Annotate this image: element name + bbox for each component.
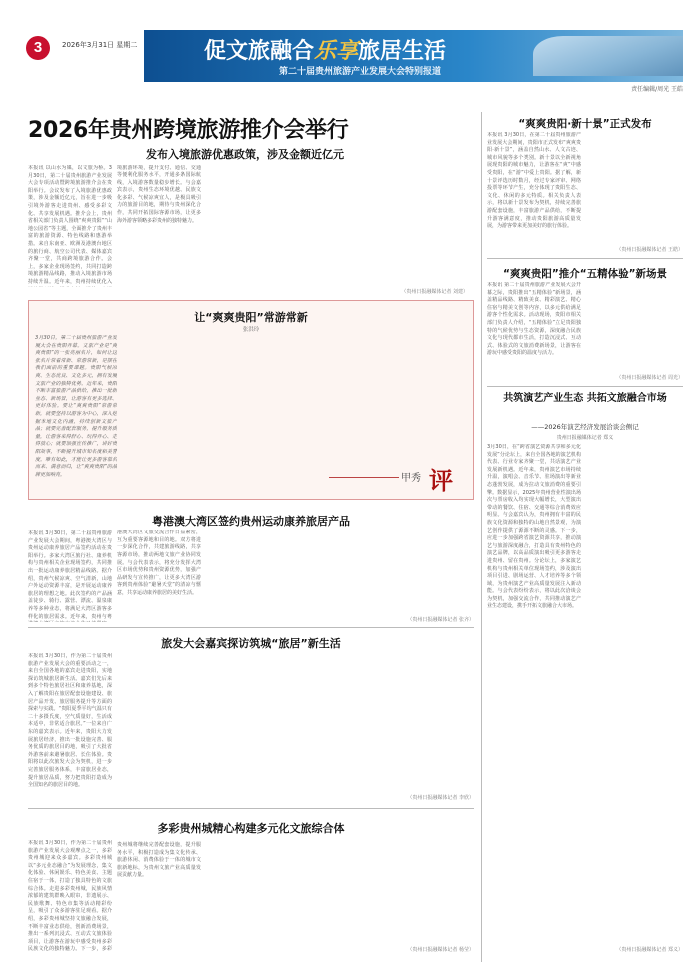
- page-number-badge: 3: [26, 36, 50, 60]
- lead-body-col2: 境旅游环境，提升支付、通信、交通等便利化服务水平，开通多条国际航线，入境游客数量稳步增长。与会嘉宾表示，贵州生态环境优越、民族文化多彩、气候凉爽宜人，是极具吸引力的旅游目的地，期待与贵州深化合作，共同开拓国际客源市场，让更多海外游客领略多彩贵州的独特魅力。: [117, 165, 201, 224]
- side-top-credit: （贵州日报融媒体记者 王皓）: [616, 247, 683, 253]
- gba-body-col5: [384, 530, 474, 616]
- side-top-body-col1: 本报讯 3月30日，在第二十届贵州旅游产业发展大会期间，贵阳市正式发布“爽爽贵阳·新十景”，涵盖自然山水、人文古迹、城市风貌等多个类别。新十景以全新视角展现贵阳的城市魅力，让游客在“爽”中感受贵阳，在“游”中爱上贵阳。据了解，新十景评选历时数月，经过专家评审、网络投票等环节产生，充分体现了贵阳生态、文化、休闲的多元特质。相关负责人表示，将以新十景发布为契机，持续完善旅游配套设施，丰富旅游产品供给，不断提升游客满意度，推动贵阳旅游高质量发展，为游客带来更加美好的旅行体验。: [487, 132, 581, 230]
- culture-body-col2: 贵州城将继续完善配套设施，提升服务水平，积极打造成为集文化传承、旅游休闲、消费体验于一体的城市文旅新地标，为贵州文旅产业高质量发展贡献力量。: [117, 841, 201, 879]
- commentary-box: [28, 300, 474, 500]
- culture-headline: 多彩贵州城精心构建多元化文旅综合体: [157, 822, 345, 835]
- commentary-seal: [329, 461, 469, 495]
- culture-body-col5: [384, 840, 474, 944]
- gba-headline: 粤港澳大湾区签约贵州运动康养旅居产品: [152, 515, 350, 528]
- travel-credit: （贵州日报融媒体记者 李欣）: [407, 795, 474, 801]
- banner-title-accent: 乐享: [314, 38, 359, 64]
- issue-date: 2026年3月31日 星期二: [62, 41, 138, 49]
- side-special-credit: （贵州日报融媒体记者 郑义）: [616, 947, 683, 953]
- commentary-body-col5: [387, 335, 469, 455]
- lead-body-col1: 本报讯 以山水为媒，以文旅为桥。3月30日，第二十届贵州旅游产业发展大会专项活动暨跨境旅游推介会在贵阳举行。会议发布了入境旅游优惠政策，涉及金额近亿元，旨在进一步吸引境外游客走进贵州、感受多彩文化、共享发展机遇。推介会上，贵州省相关部门负责人围绕“爽爽贵阳”“山地公园省”等主题，全面推介了贵州丰富的旅游资源、特色线路和惠游举措。来自东南亚、欧洲及港澳台地区的旅行商、航空公司代表、媒体嘉宾齐聚一堂，共商跨境旅游合作。会上，多家企业现场签约，共同打造跨境旅游精品线路，推动入境旅游市场持续升温。近年来，贵州持续优化入: [28, 165, 112, 285]
- banner-title-part2: 旅居生活: [358, 39, 447, 64]
- column-divider: [481, 112, 482, 962]
- side-special-body-col1: 3月30日，在“跨省演艺资源共享和多元化发展”分论坛上，来自全国各地的演艺机构代表、行业专家齐聚一堂，共话演艺产业发展新机遇。近年来，贵州演艺市场持续升温，演唱会、音乐节、驻场演出等新业态蓬勃发展，成为拉动文旅消费的重要引擎。数据显示，2025年贵州营业性演出场次与票房收入均实现大幅增长，大型演出带动的餐饮、住宿、交通等综合消费效应明显。与会嘉宾认为，贵州拥有丰富的民族文化资源和独特的山地自然景观，为演艺创作提供了源源不断的灵感。下一步，应进一步加强跨省演艺资源共享，推动演艺与旅游深度融合，打造具有贵州特色的演艺品牌，以高品质演出吸引更多游客走进贵州、留在贵州。分论坛上，多家演艺机构与贵州相关单位现场签约，涉及演出项目引进、剧场运营、人才培养等多个领域，为贵州演艺产业高质量发展注入新动能。与会代表纷纷表示，将以此次洽谈会为契机，加强交流合作，共同推动演艺产业生态建设，携手开拓文旅融合大市场。: [487, 444, 581, 610]
- travel-headline: 旅发大会嘉宾探访筑城“旅居”新生活: [161, 637, 341, 650]
- culture-body-col1: 本报讯 3月30日，作为第二十届贵州旅游产业发展大会观摩点之一，多彩贵州城迎来众多嘉宾。多彩贵州城以“多元业态融合”为发展理念，集文化体验、休闲娱乐、特色美食、主题住宿于一体，打造了独具特色的文旅综合体。走进多彩贵州城，民族风情浓郁的建筑群映入眼帘，非遗展示、民族歌舞、特色市集等活动精彩纷呈，吸引了众多游客驻足观看。据介绍，多彩贵州城坚持文旅融合发展，不断丰富业态供给，创新消费场景，推出一系列沉浸式、互动式文旅体验项目，让游客在游玩中感受贵州多彩民族文化的独特魅力。下一步，多彩: [28, 840, 112, 952]
- banner-title-part1: 促文旅融合: [204, 39, 315, 64]
- lead-headline: 2026年贵州跨境旅游推介会举行: [28, 118, 349, 143]
- gba-body-col1: 本报讯 3月30日，第二十届贵州旅游产业发展大会期间，粤港澳大湾区与贵州运动康养旅居产品签约活动在贵阳举行。多家大湾区旅行社、康养机构与贵州相关企业现场签约，共同推出一批运动康养旅居精品线路。据介绍，贵州气候凉爽、空气清新，山地户外运动资源丰富，是开展运动康养旅居的理想之地。此次签约的产品涵盖徒步、骑行、露营、漂流、温泉康养等多种业态，将满足大湾区游客多样化的旅居需求。近年来，贵州与粤: [28, 530, 112, 620]
- gba-body-col4: [295, 530, 379, 622]
- travel-body-col1: 本报讯 3月30日，作为第二十届贵州旅游产业发展大会的重要活动之一，来自全国各地的嘉宾走进贵阳，实地探访筑城旅居新生活。嘉宾们先后来到多个特色旅居社区和康养基地，深入了解贵阳在旅居配套设施建设、旅居产品开发、旅居服务提升等方面的探索与实践。“贵阳夏季平均气温只有二十多摄氏度，空气质量好，生活成本适中，非常适合旅居。”一位来自广东的嘉宾表示。近年来，贵阳大力发展旅居经济，推出一批设施完善、服务优质的旅居目的地，吸引了大批省外游客前来避暑旅居、长住体验。贵阳将以此次旅发大会为契机，进一步完善旅居服务体系，丰富旅居业态，提升旅居品质，努力把贵阳打造成为全国知名的旅居目的地。: [28, 653, 112, 789]
- side-top-headline: “爽爽贵阳·新十景”正式发布: [518, 118, 652, 130]
- divider: [487, 258, 683, 259]
- editor-line: 责任编辑/周光 王皓: [631, 86, 683, 93]
- side-mid-body-col2: [587, 282, 683, 374]
- side-special-headline: 共筑演艺产业生态 共拓文旅融合市场: [503, 393, 667, 404]
- commentary-headline: 让“爽爽贵阳”常游常新: [194, 311, 308, 324]
- lead-body-col5: [384, 165, 468, 287]
- lead-subheadline: 发布入境旅游优惠政策，涉及金额近亿元: [146, 148, 344, 161]
- page-header: [26, 30, 683, 93]
- commentary-author: 张洪玲: [242, 327, 260, 333]
- divider: [487, 386, 683, 387]
- commentary-body-col1: 3月30日，第二十届贵州旅游产业发展大会在贵阳开幕。文旅产业是“爽爽贵阳”的一张亮丽名片，如何让这张名片常看常新、常游常新，是摆在我们面前的重要课题。贵阳气候凉爽、生态优良、文化多元，拥有发展文旅产业的独特优势。近年来，贵阳不断丰富旅游产品供给，推出一批新业态、新场景，让游客有更多选择、更好体验。要让“爽爽贵阳”常游常新，就要坚持以游客为中心，深入挖掘本地文化内涵，持续创新文旅产品；就要完善配套服务，提升服务质量，让游客来得舒心、玩得开心、走得放心；就要加强宣传推广，讲好贵阳故事，不断提升城市知名度和美誉度。唯有如此，才能让更多游客慕名而来、满意而归，让“爽爽贵阳”的品牌更加响亮。: [35, 335, 117, 478]
- side-mid-headline: “爽爽贵阳”推介“五精体验”新场景: [502, 268, 668, 280]
- gba-body-col3: [206, 530, 290, 622]
- gba-credit: （贵州日报融媒体记者 张齐）: [407, 617, 474, 623]
- travel-body-col5: [384, 653, 474, 793]
- travel-body-col3: [206, 653, 290, 801]
- culture-body-col3: [206, 840, 290, 952]
- side-special-byline: 贵州日报融媒体记者 郑义: [556, 435, 614, 441]
- banner-train-image: [533, 36, 683, 76]
- side-mid-body-col1: 本报讯 第二十届贵州旅游产业发展大会开幕之际，贵阳推出“五精体验”新场景，涵盖精品线路、精致美食、精彩演艺、精心住宿与精美文创等内容，以多元供给满足游客个性化需求。活动现场，贵阳市相关部门负责人介绍，“五精体验”立足贵阳独特的气候优势与生态资源，深度融合民族文化与现代都市生活，打造沉浸式、互动式、体验式的文旅消费新场景，让游客在游玩中感受贵阳的温度与活力。: [487, 282, 581, 357]
- lead-body-col3: [206, 165, 290, 287]
- banner-subtitle: 第二十届贵州旅游产业发展大会特别报道: [279, 67, 442, 77]
- gba-body-col2: 港澳大湾区文旅交流合作日益紧密，互为重要客源地和目的地。双方将进一步深化合作，共建旅游线路，共享客源市场，推动两地文旅产业协同发展。与会代表表示，将充分发挥大湾区市场优势和贵州资源优势，加强产品研发与宣传推广，让更多大湾区游客到贵州体验“避暑天堂”的清凉与惬意，共享运动康养旅居的美好生活。: [117, 530, 201, 596]
- banner: [144, 30, 683, 82]
- culture-body-col4: [295, 840, 379, 952]
- commentary-body-col2: [123, 335, 205, 493]
- lead-credit: （贵州日报融媒体记者 刘建）: [401, 289, 468, 295]
- side-mid-credit: （贵州日报融媒体记者 周光）: [616, 375, 683, 381]
- seal-label: 甲秀: [401, 473, 421, 484]
- divider: [28, 627, 474, 628]
- travel-body-col4: [295, 653, 379, 801]
- banner-title: [204, 34, 446, 65]
- side-special-subtitle: ——2026年演艺经济发展洽谈会侧记: [531, 423, 639, 431]
- seal-char: 评: [429, 466, 453, 495]
- culture-credit: （贵州日报融媒体记者 杨莹）: [407, 947, 474, 953]
- side-top-body-col2: [587, 132, 683, 246]
- lead-body-col4: [295, 165, 379, 287]
- travel-body-col2: [117, 653, 201, 801]
- seal-ornament: [329, 477, 399, 478]
- divider: [28, 808, 474, 809]
- commentary-body-col4: [299, 335, 381, 455]
- commentary-body-col3: [211, 335, 293, 493]
- side-special-body-col2: [587, 444, 683, 944]
